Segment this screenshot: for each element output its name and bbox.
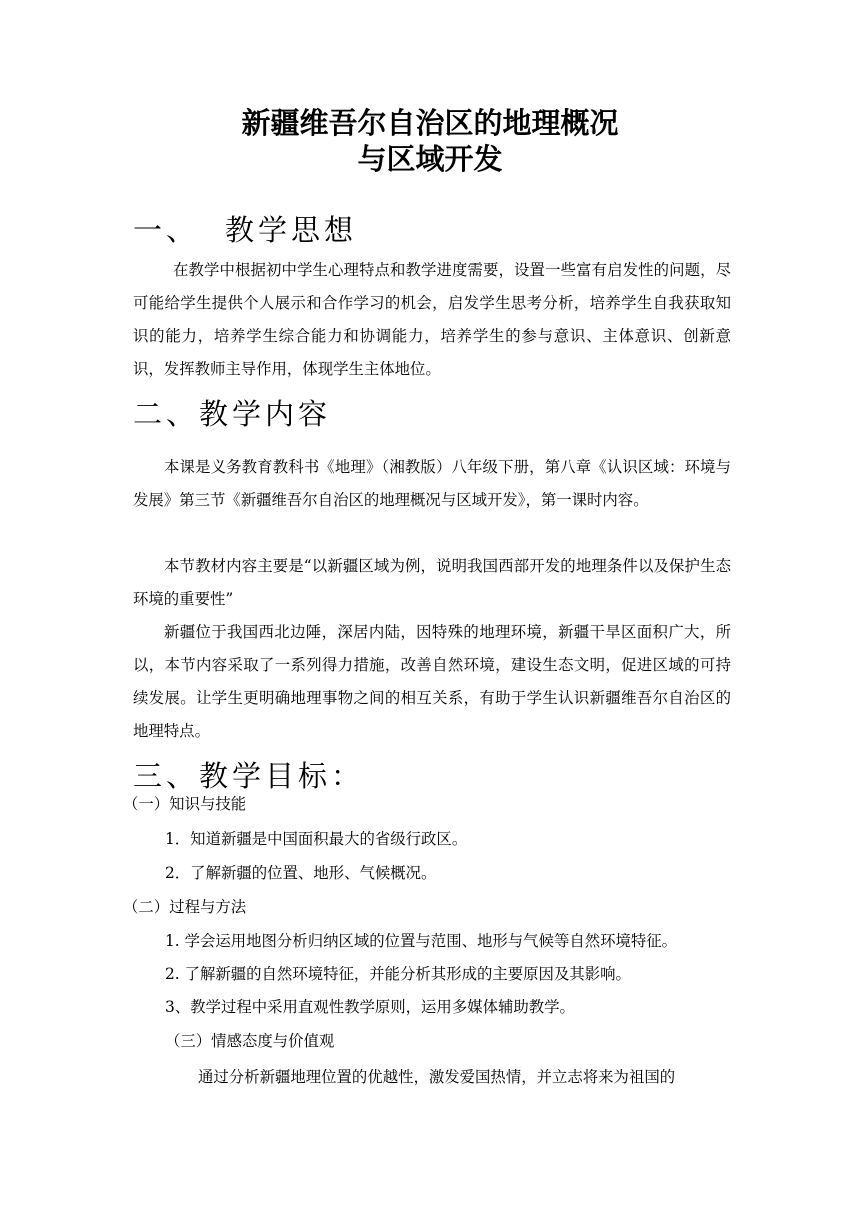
list-item: 1. 学会运用地图分析归纳区域的位置与范围、地形与气候等自然环境特征。 [165,932,678,950]
section-title: 教学目标： [199,759,365,793]
paragraph: 通过分析新疆地理位置的优越性，激发爱国热情，并立志将来为祖国的 [198,1068,676,1086]
paragraph: 在教学中根据初中学生心理特点和教学进度需要，设置一些富有启发性的问题，尽可能给学生提供个人展示和合作学习的机会，启发学生思考分析，培养学生自我获取知识的能力，培养学生综合能力和协调能力，培养学生的参与意识、主体意识、创新意识，发挥教师主导作用，体现学生主体地位。 [133,261,731,378]
subsection-label: （三）情感态度与价值观 [165,1032,335,1050]
section-number: 一、 [133,213,200,247]
section-number: 三、 [133,759,200,793]
section-title: 教学思想 [225,213,358,247]
list-item: 2．了解新疆的位置、地形、气候概况。 [165,864,437,882]
paragraph: 本课是义务教育教科书《地理》（湘教版）八年级下册，第八章《认识区域：环境与发展》第三节《新疆维吾尔自治区的地理概况与区域开发》，第一课时内容。 [133,458,731,509]
document-title-line-2: 与区域开发 [357,142,503,176]
section-title: 教学内容 [199,397,332,431]
document-title-line-1: 新疆维吾尔自治区的地理概况 [241,106,619,140]
list-item: 2. 了解新疆的自然环境特征，并能分析其形成的主要原因及其影响。 [165,965,631,983]
subsection-label: （二）过程与方法 [123,898,247,916]
section-heading-1 [133,212,357,248]
section-number: 二、 [133,397,200,431]
paragraph: 新疆位于我国西北边陲，深居内陆，因特殊的地理环境，新疆干旱区面积广大，所以，本节内容采取了一系列得力措施，改善自然环境，建设生态文明，促进区域的可持续发展。让学生更明确地理事物之间的相互关系，有助于学生认识新疆维吾尔自治区的地理特点。 [133,623,731,740]
section-heading-2 [133,396,331,432]
paragraph: 本节教材内容主要是“以新疆区域为例，说明我国西部开发的地理条件以及保护生态环境的重要性” [133,557,731,608]
subsection-label: （一）知识与技能 [123,795,247,813]
section-heading-3 [133,758,364,794]
list-item: 3、教学过程中采用直观性教学原则，运用多媒体辅助教学。 [165,998,575,1016]
list-item: 1．知道新疆是中国面积最大的省级行政区。 [165,830,468,848]
